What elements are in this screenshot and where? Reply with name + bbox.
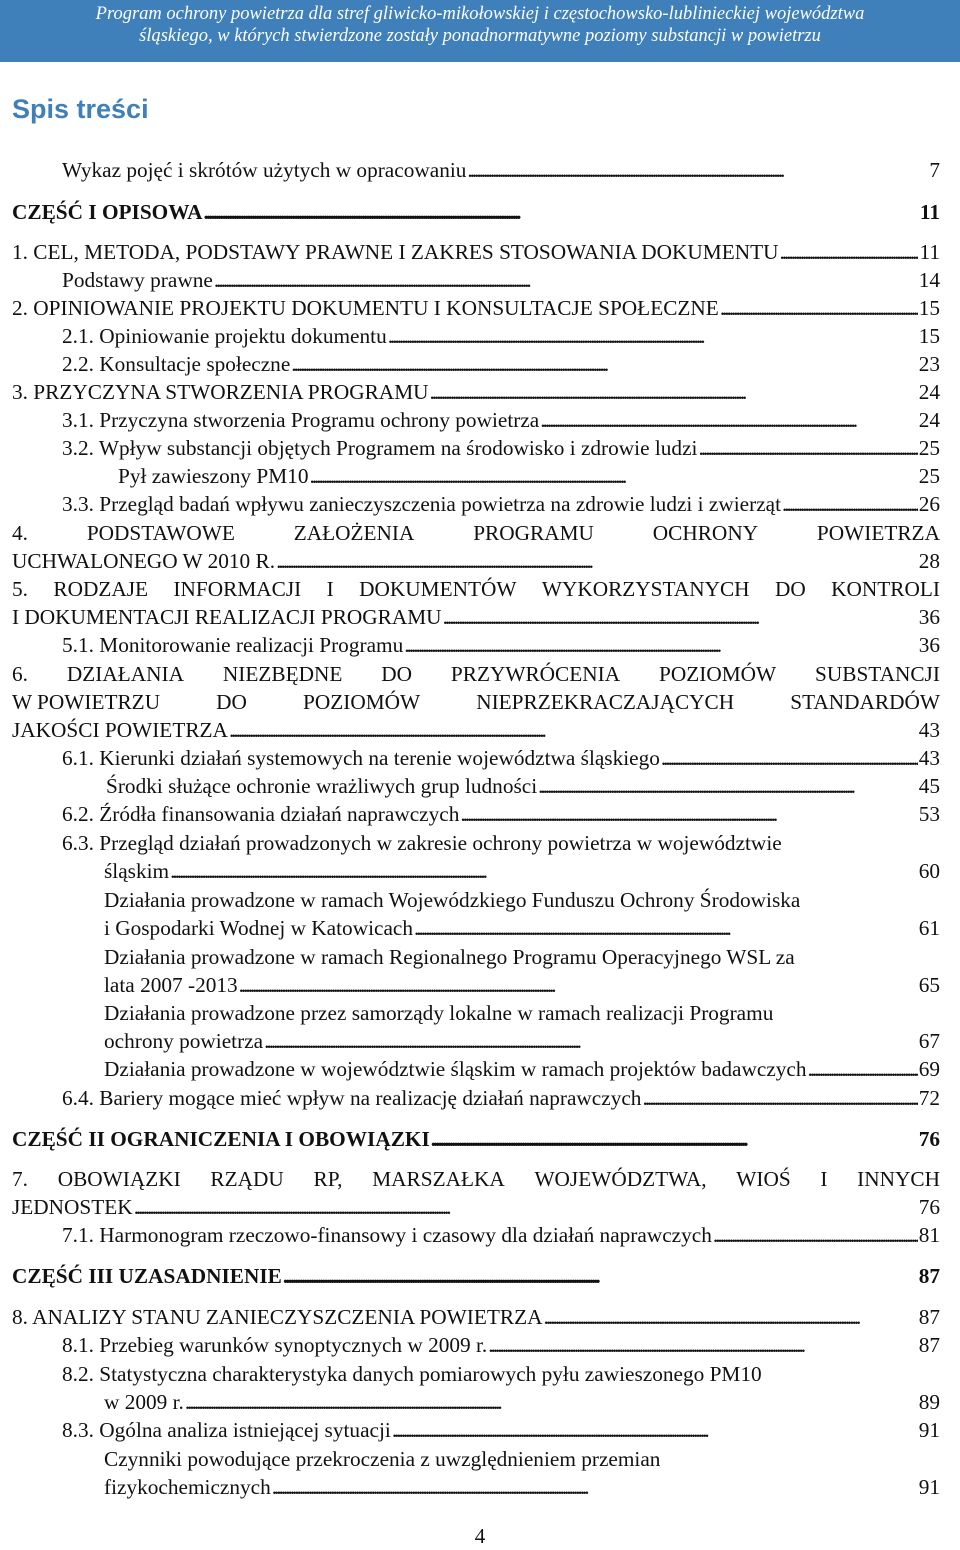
header-line-1: Program ochrony powietrza dla stref gliwicko-mikołowskiej i częstochowsko-lublinieckiej województwa	[95, 4, 865, 24]
toc-entry-line[interactable]: Działania prowadzone w ramach Regionalnego Programu Operacyjnego WSL za	[104, 945, 795, 969]
toc-entry[interactable]: i Gospodarki Wodnej w Katowicach . . . 61	[104, 914, 940, 942]
toc-entry-line[interactable]: 4. PODSTAWOWE ZAŁOŻENIA PROGRAMU OCHRONY POWIETRZA	[12, 521, 940, 545]
toc-entry-line[interactable]: Działania prowadzone przez samorządy lokalne w ramach realizacji Programu	[104, 1001, 774, 1025]
header-line-2: śląskiego, w których stwierdzone zostały ponadnormatywne poziomy substancji w powietrzu	[139, 26, 821, 46]
toc-title: Spis treści	[12, 94, 149, 124]
toc-entry-line[interactable]: 6.3. Przegląd działań prowadzonych w zakresie ochrony powietrza w województwie	[62, 831, 782, 855]
toc-entry-line[interactable]: 7. OBOWIĄZKI RZĄDU RP, MARSZAŁKA WOJEWÓDZTWA, WIOŚ I INNYCH	[12, 1167, 940, 1191]
toc-entry-line[interactable]: Czynniki powodujące przekroczenia z uwzględnieniem przemian	[104, 1447, 661, 1471]
toc-entry-line[interactable]: Działania prowadzone w ramach Wojewódzkiego Funduszu Ochrony Środowiska	[104, 888, 801, 912]
toc-entry[interactable]: 8. ANALIZY STANU ZANIECZYSZCZENIA POWIETRZA . . . 87	[12, 1303, 940, 1331]
toc-entry-line[interactable]: W POWIETRZU DO POZIOMÓW NIEPRZEKRACZAJĄCYCH STANDARDÓW	[12, 690, 940, 714]
toc-entry[interactable]: Działania prowadzone w województwie śląskim w ramach projektów badawczych . . . 69	[104, 1055, 940, 1083]
toc-entry[interactable]: 7.1. Harmonogram rzeczowo-finansowy i czasowy dla działań naprawczych . . . 81	[62, 1221, 940, 1249]
toc-entry[interactable]: 2.2. Konsultacje społeczne . . . 23	[62, 350, 940, 378]
toc-entry[interactable]: 8.3. Ogólna analiza istniejącej sytuacji . . . 91	[62, 1416, 940, 1444]
toc-entry-line[interactable]: 5. RODZAJE INFORMACJI I DOKUMENTÓW WYKORZYSTANYCH DO KONTROLI	[12, 577, 940, 601]
toc-entry[interactable]: w 2009 r. . . . 89	[104, 1388, 940, 1416]
toc-entry[interactable]: Wykaz pojęć i skrótów użytych w opracowaniu . . . 7	[62, 156, 940, 184]
toc-entry-line[interactable]: 6. DZIAŁANIA NIEZBĘDNE DO PRZYWRÓCENIA POZIOMÓW SUBSTANCJI	[12, 662, 940, 686]
page-number: 4	[474, 1524, 486, 1548]
toc-entry[interactable]: 3.2. Wpływ substancji objętych Programem na środowisko i zdrowie ludzi . . . 25	[62, 434, 940, 462]
toc-entry-line[interactable]: 8.2. Statystyczna charakterystyka danych pomiarowych pyłu zawieszonego PM10	[62, 1362, 762, 1386]
toc-entry[interactable]: Środki służące ochronie wrażliwych grup ludności . . . 45	[106, 772, 940, 800]
toc-entry[interactable]: CZĘŚĆ III UZASADNIENIE . . . 87	[12, 1262, 940, 1290]
toc-entry[interactable]: UCHWALONEGO W 2010 R. . . . 28	[12, 547, 940, 575]
toc-entry[interactable]: CZĘŚĆ II OGRANICZENIA I OBOWIĄZKI . . . 76	[12, 1125, 940, 1153]
toc-entry[interactable]: Podstawy prawne . . . 14	[62, 266, 940, 294]
toc-entry[interactable]: 6.1. Kierunki działań systemowych na terenie województwa śląskiego . . . 43	[62, 744, 940, 772]
toc-entry[interactable]: ochrony powietrza . . . 67	[104, 1027, 940, 1055]
toc-entry[interactable]: 2.1. Opiniowanie projektu dokumentu . . . 15	[62, 322, 940, 350]
toc-entry[interactable]: 8.1. Przebieg warunków synoptycznych w 2009 r. . . . 87	[62, 1331, 940, 1359]
document-header	[0, 0, 960, 62]
toc-entry[interactable]: 6.4. Bariery mogące mieć wpływ na realizację działań naprawczych . . . 72	[62, 1084, 940, 1112]
toc-entry[interactable]: 2. OPINIOWANIE PROJEKTU DOKUMENTU I KONSULTACJE SPOŁECZNE . . . 15	[12, 294, 940, 322]
toc-entry[interactable]: 1. CEL, METODA, PODSTAWY PRAWNE I ZAKRES STOSOWANIA DOKUMENTU . . . 11	[12, 238, 940, 266]
toc-entry[interactable]: 3. PRZYCZYNA STWORZENIA PROGRAMU . . . 24	[12, 378, 940, 406]
toc-entry[interactable]: JEDNOSTEK . . . 76	[12, 1193, 940, 1221]
toc-entry[interactable]: Pył zawieszony PM10 . . . 25	[118, 462, 940, 490]
toc-entry[interactable]: I DOKUMENTACJI REALIZACJI PROGRAMU . . . 36	[12, 603, 940, 631]
toc-entry[interactable]: 5.1. Monitorowanie realizacji Programu . . . 36	[62, 631, 940, 659]
toc-entry[interactable]: CZĘŚĆ I OPISOWA . . . 11	[12, 198, 940, 226]
toc-entry[interactable]: śląskim . . . 60	[104, 857, 940, 885]
toc-entry[interactable]: 3.1. Przyczyna stworzenia Programu ochrony powietrza . . . 24	[62, 406, 940, 434]
toc-entry[interactable]: fizykochemicznych . . . 91	[104, 1473, 940, 1501]
toc-entry[interactable]: 3.3. Przegląd badań wpływu zanieczyszczenia powietrza na zdrowie ludzi i zwierząt . . . 26	[62, 490, 940, 518]
toc-entry[interactable]: lata 2007 -2013 . . . 65	[104, 971, 940, 999]
toc-entry[interactable]: 6.2. Źródła finansowania działań naprawczych . . . 53	[62, 800, 940, 828]
toc-entry[interactable]: JAKOŚCI POWIETRZA . . . 43	[12, 716, 940, 744]
